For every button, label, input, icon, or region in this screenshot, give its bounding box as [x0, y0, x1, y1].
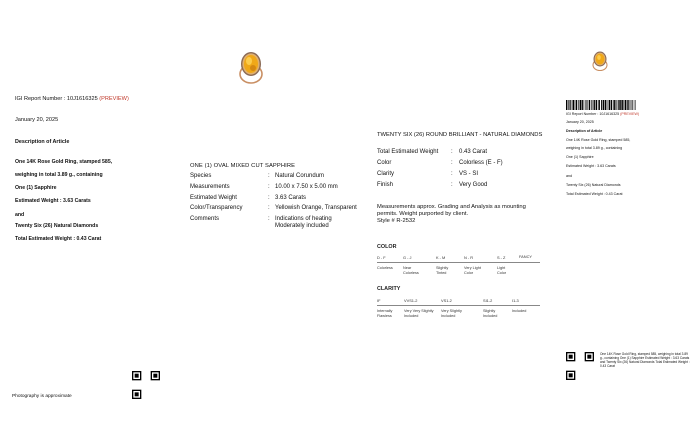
style-number: Style # R-2532	[377, 217, 416, 224]
sapphire-row	[190, 223, 375, 229]
description-line: Estimated Weight : 3.63 Carats	[15, 198, 91, 204]
clarity-grade-desc: Very Slightly Included	[441, 309, 462, 318]
description-title: Description of Article	[15, 139, 70, 145]
color-grade: N - R	[464, 255, 474, 260]
row-key: Color	[377, 160, 392, 166]
row-value: Colorless (E - F)	[459, 160, 503, 166]
color-grade: K - M	[436, 255, 446, 260]
mini-description-line: and	[566, 174, 572, 178]
row-value: 10.00 x 7.50 x 5.00 mm	[275, 184, 338, 190]
clarity-grade-desc: Internally Flawless	[377, 309, 393, 318]
clarity-grade: VS1-2	[441, 298, 452, 303]
ring-photo-small	[590, 50, 610, 72]
color-grade-desc: Very Light Color	[464, 266, 481, 275]
mini-description-line: One (1) Sapphire	[566, 155, 594, 159]
color-grade: FANCY	[519, 254, 532, 259]
mini-report-number-label: IGI Report Number : 10J1616325	[566, 112, 620, 116]
preview-label: (PREVIEW)	[99, 96, 129, 102]
diamonds-row: Clarity : VS - SI	[377, 171, 539, 177]
row-value: 3.63 Carats	[275, 195, 307, 201]
color-grade-desc: Near Colorless	[403, 266, 419, 275]
diamonds-row: Finish : Very Good	[377, 182, 539, 188]
description-line: Twenty Six (26) Natural Diamonds	[15, 223, 99, 229]
color-scale-title: COLOR	[377, 244, 397, 250]
row-value: VS - SI	[459, 171, 479, 177]
qr-code-image	[132, 371, 160, 399]
row-key: Estimated Weight	[190, 195, 237, 201]
row-key: Comments	[190, 216, 220, 222]
mini-description-line: Estimated Weight : 3.63 Carats	[566, 164, 616, 168]
color-grade-desc: Light Color	[497, 266, 507, 275]
sapphire-row: Color/Transparency : Yellowish Orange, Transparent	[190, 205, 375, 211]
row-value: Very Good	[459, 182, 488, 188]
row-value: Indications of heating	[275, 216, 332, 222]
row-value: Natural Corundum	[275, 173, 325, 179]
color-grade: G - J	[403, 255, 412, 260]
row-key: Measurements	[190, 184, 230, 190]
color-grade-desc: Slightly Tinted	[436, 266, 449, 275]
clarity-grade: IF	[377, 298, 381, 303]
color-grade: S - Z	[497, 255, 506, 260]
description-line: One (1) Sapphire	[15, 185, 57, 191]
mini-description-title: Description of Article	[566, 129, 603, 133]
qr-code-small-image	[566, 352, 594, 380]
mini-description-line: Total Estimated Weight : 0.43 Carat	[566, 192, 623, 196]
sapphire-row: Measurements : 10.00 x 7.50 x 5.00 mm	[190, 184, 375, 190]
mini-description-line: weighing in total 3.89 g., containing	[566, 146, 623, 150]
measurement-note	[377, 204, 547, 225]
clarity-scale-line	[377, 305, 540, 306]
description-line: One 14K Rose Gold Ring, stamped 585,	[15, 159, 113, 165]
color-grade: D - F	[377, 255, 386, 260]
color-scale-line	[377, 262, 540, 263]
mini-description-line: One 14K Rose Gold Ring, stamped 585,	[566, 138, 631, 142]
clarity-grade-desc: Slightly Included	[483, 309, 498, 318]
clarity-grade: I1-3	[512, 298, 519, 303]
row-key: Clarity	[377, 171, 395, 177]
clarity-scale-title: CLARITY	[377, 286, 401, 292]
mini-report-number	[566, 112, 639, 116]
description-line: weighing in total 3.89 g., containing	[15, 172, 103, 178]
row-key: Color/Transparency	[190, 205, 243, 211]
diamonds-header: TWENTY SIX (26) ROUND BRILLIANT - NATURAL DIAMONDS	[377, 132, 543, 138]
clarity-grade: SI1-2	[483, 298, 493, 303]
description-line: Total Estimated Weight : 0.43 Carat	[15, 236, 102, 242]
ring-photo	[235, 48, 267, 86]
diamonds-row: Color : Colorless (E - F)	[377, 160, 539, 166]
mini-report-date: January 20, 2025	[566, 120, 594, 124]
report-number-label: IGI Report Number : 10J1616325	[15, 96, 98, 102]
clarity-grade-desc: Very Very Slightly Included	[404, 309, 434, 318]
mini-description-paragraph: One 14K Rose Gold Ring, stamped 585, weighing in total 3.89 g., containing One (1) Sapphire Estimated Weight : 3.63 Carats and Twenty Six (26) Natural Diamonds Total Estimated Weight : 0.43 Carat	[600, 352, 690, 369]
row-value: Yellowish Orange, Transparent	[275, 205, 357, 211]
row-key	[190, 223, 268, 229]
measurement-note-text: Measurements approx. Grading and Analysis as mounting permits. Weight purported by client.	[377, 204, 526, 217]
barcode	[566, 97, 636, 107]
row-value: 0.43 Carat	[459, 149, 488, 155]
mini-description-line: Twenty Six (26) Natural Diamonds	[566, 183, 621, 187]
row-key: Species	[190, 173, 212, 179]
color-grade-desc: Colorless	[377, 266, 393, 270]
report-number	[15, 96, 129, 102]
report-date: January 20, 2025	[15, 117, 59, 123]
clarity-grade: VVS1-2	[404, 298, 418, 303]
qr-code[interactable]	[132, 371, 160, 404]
row-value: Moderately included	[275, 223, 329, 229]
qr-code-small[interactable]	[566, 352, 594, 385]
row-key: Finish	[377, 182, 394, 188]
mini-preview-label: (PREVIEW)	[620, 112, 640, 116]
sapphire-row: Species : Natural Corundum	[190, 173, 375, 179]
sapphire-header: ONE (1) OVAL MIXED CUT SAPPHIRE	[190, 163, 296, 169]
description-line: and	[15, 212, 25, 218]
sapphire-row: Comments : Indications of heating	[190, 216, 375, 222]
sapphire-row: Estimated Weight : 3.63 Carats	[190, 195, 375, 201]
row-key: Total Estimated Weight	[377, 149, 439, 155]
diamonds-row: Total Estimated Weight : 0.43 Carat	[377, 149, 539, 155]
photography-note: Photography is approximate	[12, 394, 72, 399]
clarity-grade-desc: Included	[512, 309, 527, 313]
